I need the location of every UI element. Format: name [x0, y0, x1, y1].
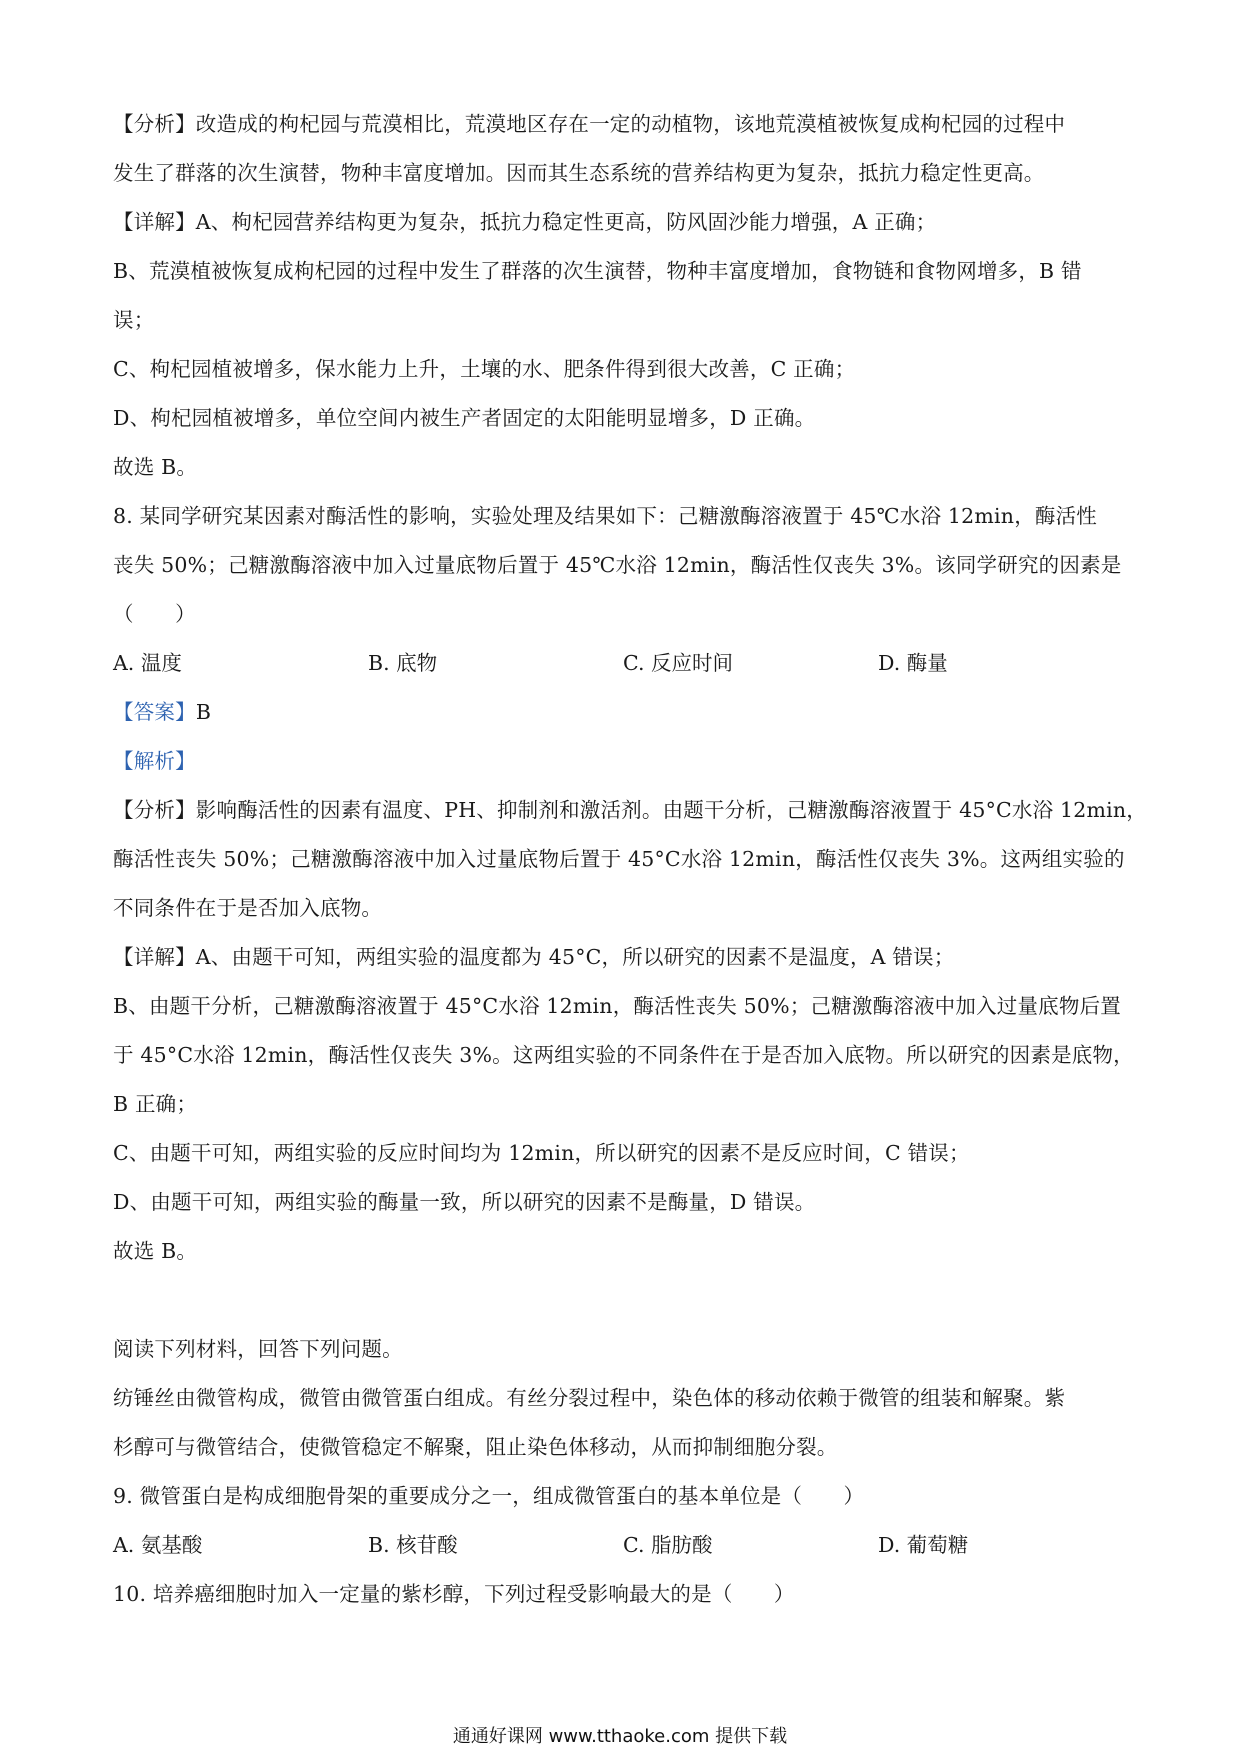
q8-analysis-line-2: 酶活性丧失 50%；己糖激酶溶液中加入过量底物后置于 45°C水浴 12min，酶活性仅丧失 3%。这两组实验的 — [113, 847, 1125, 871]
q8-answer-value: B — [195, 700, 212, 724]
q7-detail-c: C、枸杞园植被增多，保水能力上升，土壤的水、肥条件得到很大改善，C 正确； — [113, 357, 856, 381]
q8-detail-b-line-2: 于 45°C水浴 12min，酶活性仅丧失 3%。这两组实验的不同条件在于是否加入底物。所以研究的因素是底物， — [113, 1043, 1134, 1067]
q8-analysis-line-3: 不同条件在于是否加入底物。 — [113, 896, 383, 920]
q9-option-d: D. 葡萄糖 — [878, 1533, 969, 1557]
q8-explain-label: 【解析】 — [113, 749, 196, 773]
footer-watermark: 通通好课网 www.tthaoke.com 提供下载 — [452, 1726, 788, 1747]
q7-analysis-line-1: 【分析】改造成的枸杞园与荒漠相比，荒漠地区存在一定的动植物，该地荒漠植被恢复成枸杞园的过程中 — [113, 112, 1066, 136]
q8-conclusion: 故选 B。 — [113, 1239, 198, 1263]
material-intro: 阅读下列材料，回答下列问题。 — [113, 1337, 403, 1361]
q9-stem: 9. 微管蛋白是构成细胞骨架的重要成分之一，组成微管蛋白的基本单位是（ ） — [113, 1484, 865, 1508]
q9-option-b: B. 核苷酸 — [368, 1533, 458, 1557]
q9-option-c: C. 脂肪酸 — [623, 1533, 713, 1557]
q8-stem-line-2: 丧失 50%；己糖激酶溶液中加入过量底物后置于 45℃水浴 12min，酶活性仅丧失 3%。该同学研究的因素是 — [113, 553, 1122, 577]
q8-detail-d: D、由题干可知，两组实验的酶量一致，所以研究的因素不是酶量，D 错误。 — [113, 1190, 816, 1214]
q9-option-a: A. 氨基酸 — [113, 1533, 203, 1557]
q8-answer-label: 【答案】 — [113, 700, 196, 724]
material-text-line-2: 杉醇可与微管结合，使微管稳定不解聚，阻止染色体移动，从而抑制细胞分裂。 — [113, 1435, 838, 1459]
q8-option-d: D. 酶量 — [878, 651, 948, 675]
q8-detail-b-line-3: B 正确； — [113, 1092, 198, 1116]
material-text-line-1: 纺锤丝由微管构成，微管由微管蛋白组成。有丝分裂过程中，染色体的移动依赖于微管的组装和解聚。紫 — [113, 1386, 1066, 1410]
q8-options — [113, 639, 1133, 688]
q8-stem-line-3: （ ） — [113, 602, 196, 626]
q7-analysis-line-2: 发生了群落的次生演替，物种丰富度增加。因而其生态系统的营养结构更为复杂，抵抗力稳定性更高。 — [113, 161, 1045, 185]
q7-detail-a: 【详解】A、枸杞园营养结构更为复杂，抵抗力稳定性更高，防风固沙能力增强，A 正确； — [113, 210, 937, 234]
q7-detail-d: D、枸杞园植被增多，单位空间内被生产者固定的太阳能明显增多，D 正确。 — [113, 406, 816, 430]
document-page — [113, 100, 1148, 1619]
q8-option-a: A. 温度 — [113, 651, 182, 675]
q7-detail-b-line-2: 误； — [113, 308, 155, 332]
q7-detail-b-line-1: B、荒漠植被恢复成枸杞园的过程中发生了群落的次生演替，物种丰富度增加，食物链和食物网增多，B 错 — [113, 259, 1082, 283]
section-gap — [113, 1276, 1133, 1325]
q8-option-b: B. 底物 — [368, 651, 438, 675]
q8-detail-b-line-1: B、由题干分析，己糖激酶溶液置于 45°C水浴 12min，酶活性丧失 50%；己糖激酶溶液中加入过量底物后置 — [113, 994, 1121, 1018]
q8-answer — [113, 688, 1133, 737]
q8-stem-line-1: 8. 某同学研究某因素对酶活性的影响，实验处理及结果如下：己糖激酶溶液置于 45℃水浴 12min，酶活性 — [113, 504, 1098, 528]
q8-option-c: C. 反应时间 — [623, 651, 733, 675]
q8-detail-c: C、由题干可知，两组实验的反应时间均为 12min，所以研究的因素不是反应时间，C 错误； — [113, 1141, 970, 1165]
q8-detail-a: 【详解】A、由题干可知，两组实验的温度都为 45°C，所以研究的因素不是温度，A 错误； — [113, 945, 955, 969]
q7-conclusion: 故选 B。 — [113, 455, 198, 479]
q10-stem: 10. 培养癌细胞时加入一定量的紫杉醇，下列过程受影响最大的是（ ） — [113, 1582, 795, 1606]
q8-analysis-line-1: 【分析】影响酶活性的因素有温度、PH、抑制剂和激活剂。由题干分析，己糖激酶溶液置于 45°C水浴 12min， — [113, 798, 1148, 822]
q9-options — [113, 1521, 1133, 1570]
